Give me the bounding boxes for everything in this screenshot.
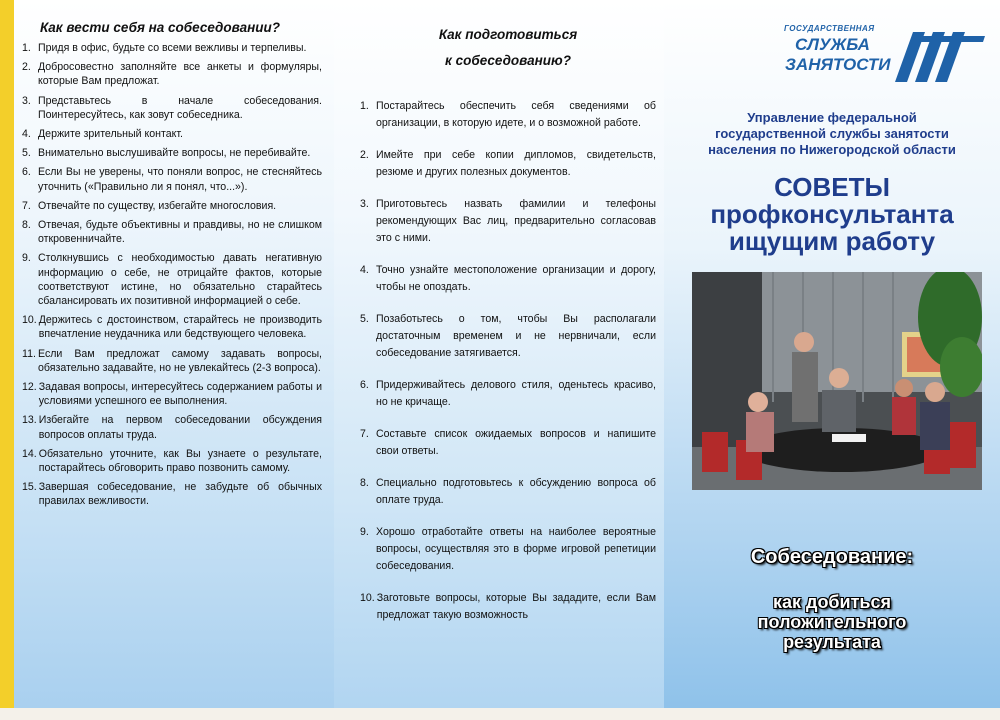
- list-item: [360, 377, 656, 411]
- item-number: 3.: [22, 94, 31, 107]
- list-item: [22, 313, 322, 341]
- item-number: 5.: [360, 313, 369, 325]
- middle-heading-line2: к собеседованию?: [445, 53, 571, 68]
- item-text: Точно узнайте местоположение организации и дорогу, чтобы не опоздать.: [376, 264, 656, 293]
- organization-name: [664, 110, 1000, 158]
- list-item: [360, 590, 656, 624]
- brochure-title: [664, 174, 1000, 255]
- item-number: 3.: [360, 198, 369, 210]
- org-line2: государственной службы занятости: [715, 126, 949, 141]
- item-text: Придя в офис, будьте со всеми вежливы и терпеливы.: [38, 42, 307, 54]
- item-text: Внимательно выслушивайте вопросы, не перебивайте.: [38, 147, 311, 160]
- list-item: [360, 311, 656, 362]
- logo-line3: ЗАНЯТОСТИ: [785, 55, 891, 74]
- item-text: Обязательно уточните, как Вы узнаете о результате, постарайтесь обговорить право позвонить самому.: [38, 447, 322, 475]
- item-number: 8.: [22, 219, 31, 232]
- item-number: 6.: [22, 166, 31, 179]
- yellow-edge-strip: [0, 0, 14, 720]
- list-item: [360, 196, 656, 247]
- middle-panel: [334, 0, 664, 708]
- middle-panel-heading: [360, 22, 656, 74]
- list-item: [22, 60, 322, 88]
- list-item: [22, 413, 322, 441]
- item-number: 12.: [22, 381, 37, 394]
- item-number: 5.: [22, 147, 31, 160]
- left-panel-heading: Как вести себя на собеседовании?: [40, 20, 280, 35]
- list-item: [22, 347, 322, 375]
- item-number: 7.: [22, 199, 31, 212]
- list-item: [22, 41, 322, 55]
- item-text: Держите зрительный контакт.: [38, 128, 183, 141]
- interview-behavior-list: [22, 41, 322, 509]
- item-number: 14.: [22, 447, 37, 460]
- item-number: 10.: [22, 314, 37, 327]
- item-number: 4.: [360, 264, 369, 276]
- item-number: 9.: [22, 252, 31, 265]
- subtitle-interview: Собеседование:: [750, 546, 914, 568]
- list-item: [22, 165, 322, 193]
- item-text: Отвечайте по существу, избегайте многословия.: [38, 199, 277, 212]
- subtitle-result: [664, 592, 1000, 652]
- item-text: Составьте список ожидаемых вопросов и напишите свои ответы.: [376, 428, 656, 457]
- item-text: Завершая собеседование, не забудьте об обычных правилах вежливости.: [38, 481, 322, 508]
- item-text: Хорошо отработайте ответы на наиболее вероятные вопросы, осуществляя это в форме игровой репетиции собеседования.: [376, 526, 656, 572]
- list-item: [360, 475, 656, 509]
- org-line1: Управление федеральной: [747, 110, 917, 125]
- item-text: Столкнувшись с необходимостью давать негативную информацию о себе, не отрицайте фактов, которые соответствуют истине, но обязательно старайтесь сбалансировать их позитивной информацией о себе.: [38, 252, 322, 308]
- item-text: Заготовьте вопросы, которые Вы зададите, если Вам предложат такую возможность: [376, 592, 656, 621]
- list-item: [360, 426, 656, 460]
- item-number: 8.: [360, 477, 369, 489]
- list-item: [22, 127, 322, 141]
- item-text: Добросовестно заполняйте все анкеты и формуляры, которые Вам предложат.: [38, 61, 322, 88]
- item-number: 10.: [360, 592, 375, 604]
- logo-line2: СЛУЖБА: [795, 35, 870, 54]
- list-item: [22, 251, 322, 308]
- logo-stripes-icon: [891, 30, 987, 84]
- list-item: [22, 218, 322, 246]
- item-number: 6.: [360, 379, 369, 391]
- list-item: [22, 480, 322, 508]
- cover-panel: [664, 0, 1000, 708]
- list-item: [360, 262, 656, 296]
- item-number: 2.: [22, 61, 31, 74]
- item-number: 9.: [360, 526, 369, 538]
- subtitle2-line1: как добиться: [772, 592, 892, 612]
- item-text: Отвечая, будьте объективны и правдивы, но не слишком откровенничайте.: [38, 219, 322, 246]
- middle-heading-line1: Как подготовиться: [438, 27, 578, 42]
- list-item: [22, 447, 322, 475]
- item-text: Имейте при себе копии дипломов, свидетельств, резюме и других полезных документов.: [376, 149, 656, 178]
- interview-preparation-list: [360, 98, 656, 624]
- item-number: 1.: [360, 100, 369, 112]
- title-line3: ищущим работу: [728, 226, 936, 256]
- title-line2: профконсультанта: [710, 199, 954, 229]
- list-item: [360, 98, 656, 132]
- item-number: 13.: [22, 414, 37, 427]
- item-number: 15.: [22, 481, 37, 494]
- subtitle2-line2: положительного: [757, 612, 907, 632]
- item-text: Позаботьтесь о том, чтобы Вы располагали достаточным временем и не нервничали, если собеседование затягивается.: [376, 313, 656, 359]
- logo-line1: ГОСУДАРСТВЕННАЯ: [784, 24, 875, 33]
- paper-edge-strip: [0, 708, 1000, 720]
- item-text: Придерживайтесь делового стиля, оденьтесь красиво, но не кричаще.: [376, 379, 656, 408]
- subtitle2-line3: результата: [783, 632, 881, 652]
- item-text: Если Вы не уверены, что поняли вопрос, не стесняйтесь уточнить («Правильно ли я понял, что...»).: [38, 166, 322, 193]
- item-text: Приготовьтесь назвать фамилии и телефоны рекомендующих Вас лиц, предварительно согласовав это с ними.: [376, 198, 656, 244]
- item-number: 7.: [360, 428, 369, 440]
- left-panel: [14, 0, 334, 708]
- item-text: Задавая вопросы, интересуйтесь содержанием работы и условиями успешного ее выполнения.: [38, 381, 322, 408]
- item-number: 4.: [22, 128, 31, 141]
- office-meeting-photo: [692, 272, 982, 490]
- list-item: [22, 146, 322, 160]
- item-number: 11.: [22, 347, 36, 360]
- item-text: Специально подготовьтесь к обсуждению вопроса об оплате труда.: [376, 477, 656, 506]
- list-item: [360, 147, 656, 181]
- list-item: [22, 199, 322, 213]
- item-text: Представьтесь в начале собеседования. Поинтересуйтесь, как зовут собеседника.: [38, 94, 322, 121]
- item-number: 2.: [360, 149, 369, 161]
- list-item: [360, 524, 656, 575]
- item-text: Постарайтесь обеспечить себя сведениями об организации, в которую идете, и о возможной работе.: [376, 100, 656, 129]
- item-text: Избегайте на первом собеседовании обсуждения вопросов оплаты труда.: [38, 414, 322, 441]
- item-text: Держитесь с достоинством, старайтесь не производить впечатление неудачника или бедствующего человека.: [38, 314, 322, 341]
- list-item: [22, 94, 322, 122]
- list-item: [22, 380, 322, 408]
- item-text: Если Вам предложат самому задавать вопросы, обязательно задавайте, но не увлекайтесь (2-3 вопроса).: [38, 347, 322, 374]
- title-line1: СОВЕТЫ: [774, 172, 890, 202]
- org-line3: населения по Нижегородской области: [708, 142, 956, 157]
- item-number: 1.: [22, 42, 31, 54]
- employment-service-logo-icon: [779, 22, 989, 86]
